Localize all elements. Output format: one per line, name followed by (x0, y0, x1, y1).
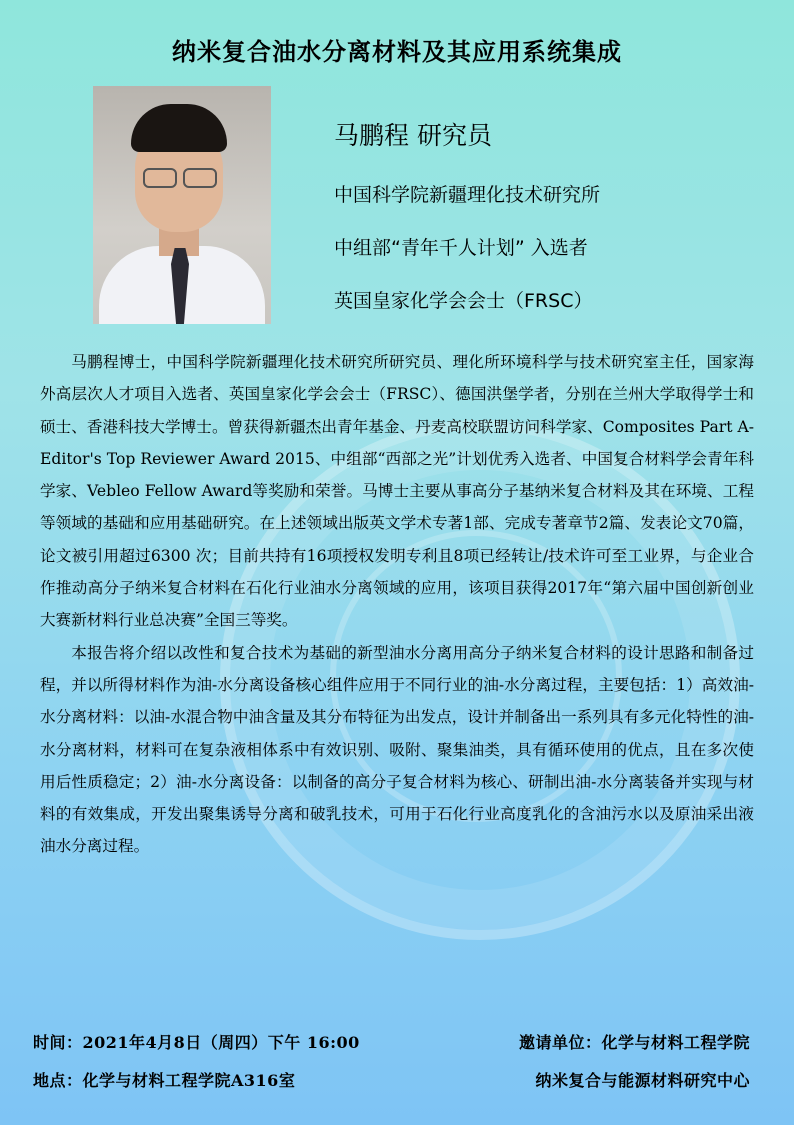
host-unit: 邀请单位：化学与材料工程学院 (518, 1033, 750, 1052)
bio-paragraph: 马鹏程博士，中国科学院新疆理化技术研究所研究员、理化所环境科学与技术研究室主任，国家海外高层次人才项目入选者、英国皇家化学会会士（FRSC）、德国洪堡学者，分别在兰州大学取得学士和硕士、香港科技大学博士。曾获得新疆杰出青年基金、丹麦高校联盟访问科学家、Composites Part A-Editor's Top Reviewer Award 2015、中组部“西部之光”计划优秀入选者、中国复合材料学会青年科学家、Vebleo Fellow Award等奖励和荣誉。马博士主要从事高分子基纳米复合材料及其在环境、工程等领域的基础和应用基础研究。在上述领域出版英文学术专著1部、完成专著章节2篇、发表论文70篇，论文被引用超过6300 次；目前共持有16项授权发明专利且8项已经转让/技术许可至工业界，与企业合作推动高分子纳米复合材料在石化行业油水分离领域的应用，该项目获得2017年“第六届中国创新创业大赛新材料行业总决赛”全国三等奖。 (40, 353, 754, 630)
speaker-honor-frsc: 英国皇家化学会会士（FRSC） (334, 290, 593, 312)
host-unit-center: 纳米复合与能源材料研究中心 (535, 1071, 750, 1090)
speaker-honor-talent-program: 中组部“青年千人计划” 入选者 (334, 237, 588, 259)
speaker-name: 马鹏程 研究员 (334, 121, 492, 150)
event-location: 地点：化学与材料工程学院A316室 (33, 1071, 296, 1090)
talk-summary-paragraph: 本报告将介绍以改性和复合技术为基础的新型油水分离用高分子纳米复合材料的设计思路和制备过程，并以所得材料作为油-水分离设备核心组件应用于不同行业的油-水分离过程，主要包括：1）高效油-水分离材料：以油-水混合物中油含量及其分布特征为出发点，设计并制备出一系列具有多元化特性的油-水分离材料，材料可在复杂液相体系中有效识别、吸附、聚集油类，具有循环使用的优点，且在多次使用后性质稳定；2）油-水分离设备：以制备的高分子复合材料为核心、研制出油-水分离装备并实现与材料的有效集成，开发出聚集诱导分离和破乳技术，可用于石化行业高度乳化的含油污水以及原油采出液油水分离过程。 (40, 643, 754, 856)
speaker-affiliation: 中国科学院新疆理化技术研究所 (334, 184, 601, 206)
speaker-photo (93, 86, 271, 324)
page-title: 纳米复合油水分离材料及其应用系统集成 (172, 38, 622, 66)
abstract-body (40, 346, 754, 863)
event-time: 时间：2021年4月8日（周四）下午 16:00 (33, 1033, 360, 1052)
